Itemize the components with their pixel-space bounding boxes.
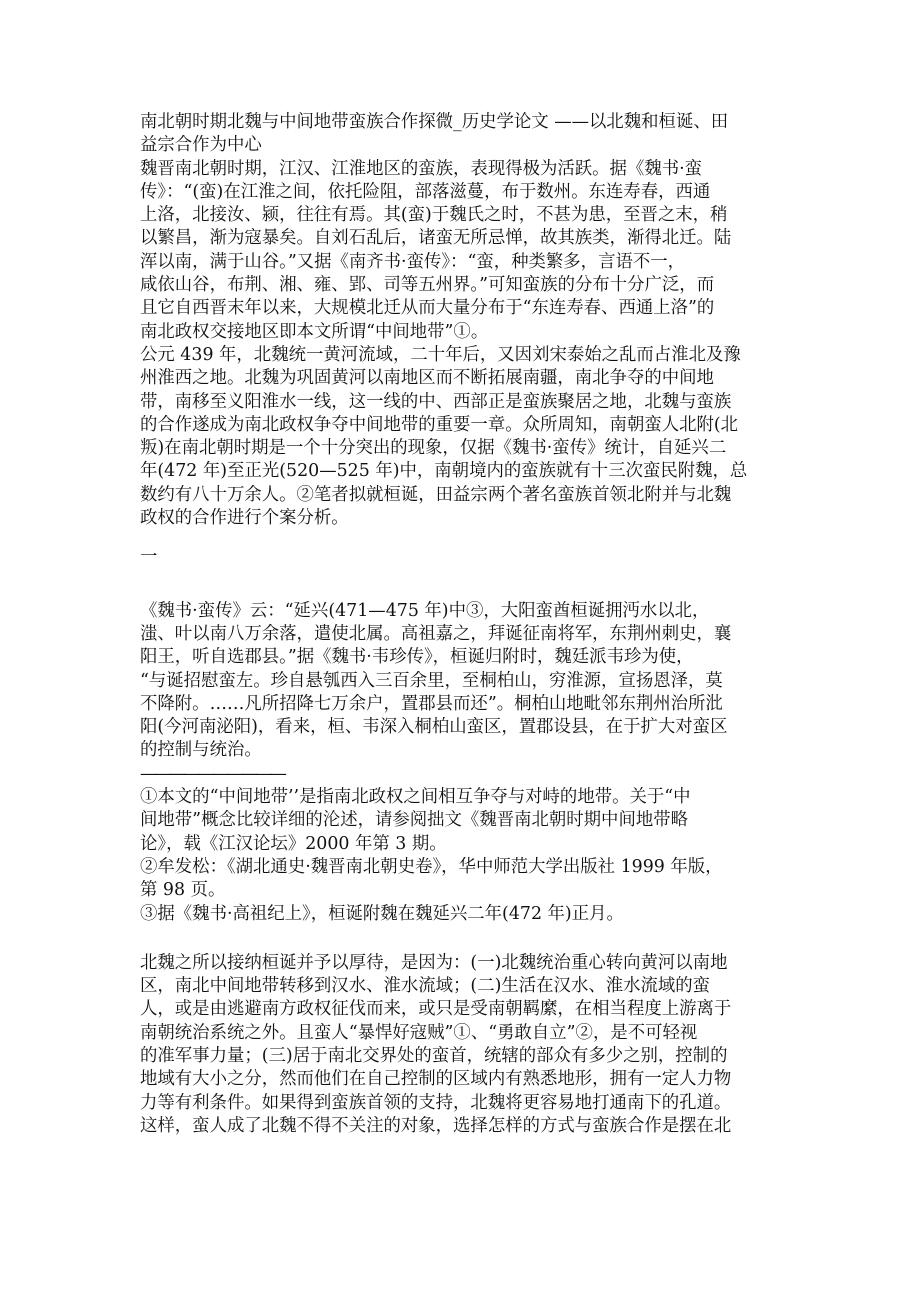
paragraph-line: 政权的合作进行个案分析。 xyxy=(140,508,349,529)
paragraph-line: 魏晋南北朝时期，江汉、江淮地区的蛮族，表现得极为活跃。据《魏书·蛮 xyxy=(140,158,703,179)
paragraph-line: 南朝统治系统之外。且蛮人“暴悍好寇贼”①、“勇敢自立”②，是不可轻视 xyxy=(140,1022,698,1043)
footnote-line: ①本文的“中间地带’’是指南北政权之间相互争夺与对峙的地带。关于“中 xyxy=(140,787,691,808)
footnote-line: ③据《魏书·高祖纪上》，桓诞附魏在魏延兴二年(472 年)正月。 xyxy=(140,903,624,924)
paragraph-line: 年(472 年)至正光(520—525 年)中，南朝境内的蛮族就有十三次蛮民附魏，总 xyxy=(140,461,748,482)
paragraph-line: 这样，蛮人成了北魏不得不关注的对象，选择怎样的方式与蛮族合作是摆在北 xyxy=(140,1115,732,1136)
paragraph-line: 阳(今河南泌阳)，看来，桓、韦深入桐柏山蛮区，置郡设县，在于扩大对蛮区 xyxy=(140,717,728,738)
paragraph-line: 《魏书·蛮传》云：“延兴(471—475 年)中③，大阳蛮酋桓诞拥沔水以北， xyxy=(140,600,710,621)
paragraph-line: “与诞招慰蛮左。珍自悬瓠西入三百余里，至桐柏山，穷淮源，宣扬恩泽，莫 xyxy=(140,670,723,691)
paragraph-line: 咸依山谷，布荆、湘、雍、郢、司等五州界。”可知蛮族的分布十分广泛，而 xyxy=(140,275,715,296)
title-line: 南北朝时期北魏与中间地带蛮族合作探微_历史学论文 ——以北魏和桓诞、田 xyxy=(140,112,729,132)
section-heading: 一 xyxy=(140,547,158,568)
paragraph-4 xyxy=(140,952,800,1138)
paragraph-line: 上洛，北接汝、颍，往往有焉。其(蛮)于魏氏之时，不甚为患，至晋之末，稍 xyxy=(140,205,728,226)
footnote-line: 间地带”概念比较详细的沦述，请参阅拙文《魏晋南北朝时期中间地带略 xyxy=(140,810,689,831)
paragraph-line: 滍、叶以南八万余落，遣使北属。高祖嘉之，拜诞征南将军，东荆州刺史，襄 xyxy=(140,623,732,644)
paragraph-line: 力等有利条件。如果得到蛮族首领的支持，北魏将更容易地打通南下的孔道。 xyxy=(140,1092,732,1113)
footnotes xyxy=(140,786,800,926)
paragraph-line: 的控制与统治。 xyxy=(140,740,262,761)
paragraph-line: 传》：“(蛮)在江淮之间，依托险阻，部落滋蔓，布于数州。东连寿春，西通 xyxy=(140,181,711,202)
paragraph-line: 浑以南，满于山谷。”又据《南齐书·蛮传》：“蛮，种类繁多，言语不一， xyxy=(140,251,686,272)
paragraph-line: 阳王，听自选郡县。”据《魏书·韦珍传》，桓诞归附时，魏廷派韦珍为使， xyxy=(140,647,694,668)
paragraph-line: 带，南移至义阳淮水一线，这一线的中、西部正是蛮族聚居之地，北魏与蛮族 xyxy=(140,391,732,412)
paragraph-line: 且它自西晋末年以来，大规模北迁从而大量分布于“东连寿春、西通上洛”的 xyxy=(140,298,715,319)
paragraph-3 xyxy=(140,600,800,763)
paragraph-line: 以繁昌，渐为寇暴矣。自刘石乱后，诸蛮无所忌惮，故其族类，渐得北迁。陆 xyxy=(140,228,732,249)
paragraph-line: 州淮西之地。北魏为巩固黄河以南地区而不断拓展南疆，南北争夺的中间地 xyxy=(140,368,714,389)
paragraph-line: 的合作遂成为南北政权争夺中间地带的重要一章。众所周知，南朝蛮人北附(北 xyxy=(140,414,739,435)
paragraph-line: 区，南北中间地带转移到汉水、淮水流域；(二)生活在汉水、淮水流域的蛮 xyxy=(140,976,711,997)
title-line: 益宗合作为中心 xyxy=(140,135,262,156)
footnote-line: 第 98 页。 xyxy=(140,880,226,901)
document-title xyxy=(140,111,800,158)
footnote-rule: —————————— xyxy=(140,763,284,784)
paragraph-line: 北魏之所以接纳桓诞并予以厚待，是因为：(一)北魏统治重心转向黄河以南地 xyxy=(140,952,728,973)
document-body xyxy=(140,111,800,1138)
paragraph-line: 南北政权交接地区即本文所谓“中间地带”①。 xyxy=(140,321,489,342)
paragraph-line: 叛)在南北朝时期是一个十分突出的现象，仅据《魏书·蛮传》统计，自延兴二 xyxy=(140,438,727,459)
paragraph-line: 不降附。……凡所招降七万余户，置郡县而还”。桐柏山地毗邻东荆州治所沘 xyxy=(140,693,723,714)
paragraph-line: 人，或是由逃避南方政权征伐而来，或只是受南朝羁縻，在相当程度上游离于 xyxy=(140,999,732,1020)
paragraph-line: 数约有八十万余人。②笔者拟就桓诞，田益宗两个著名蛮族首领北附并与北魏 xyxy=(140,484,732,505)
paragraph-line: 公元 439 年，北魏统一黄河流域，二十年后，又因刘宋泰始之乱而占淮北及豫 xyxy=(140,344,741,365)
paragraph-1 xyxy=(140,158,800,344)
footnote-line: 论》，载《江汉论坛》2000 年第 3 期。 xyxy=(140,833,447,854)
paragraph-line: 地域有大小之分，然而他们在自己控制的区域内有熟悉地形，拥有一定人力物 xyxy=(140,1069,732,1090)
footnote-line: ②牟发松：《湖北通史·魏晋南北朝史卷》，华中师范大学出版社 1999 年版， xyxy=(140,856,723,877)
paragraph-line: 的准军事力量；(三)居于南北交界处的蛮首，统辖的部众有多少之别，控制的 xyxy=(140,1045,728,1066)
paragraph-2 xyxy=(140,344,800,530)
